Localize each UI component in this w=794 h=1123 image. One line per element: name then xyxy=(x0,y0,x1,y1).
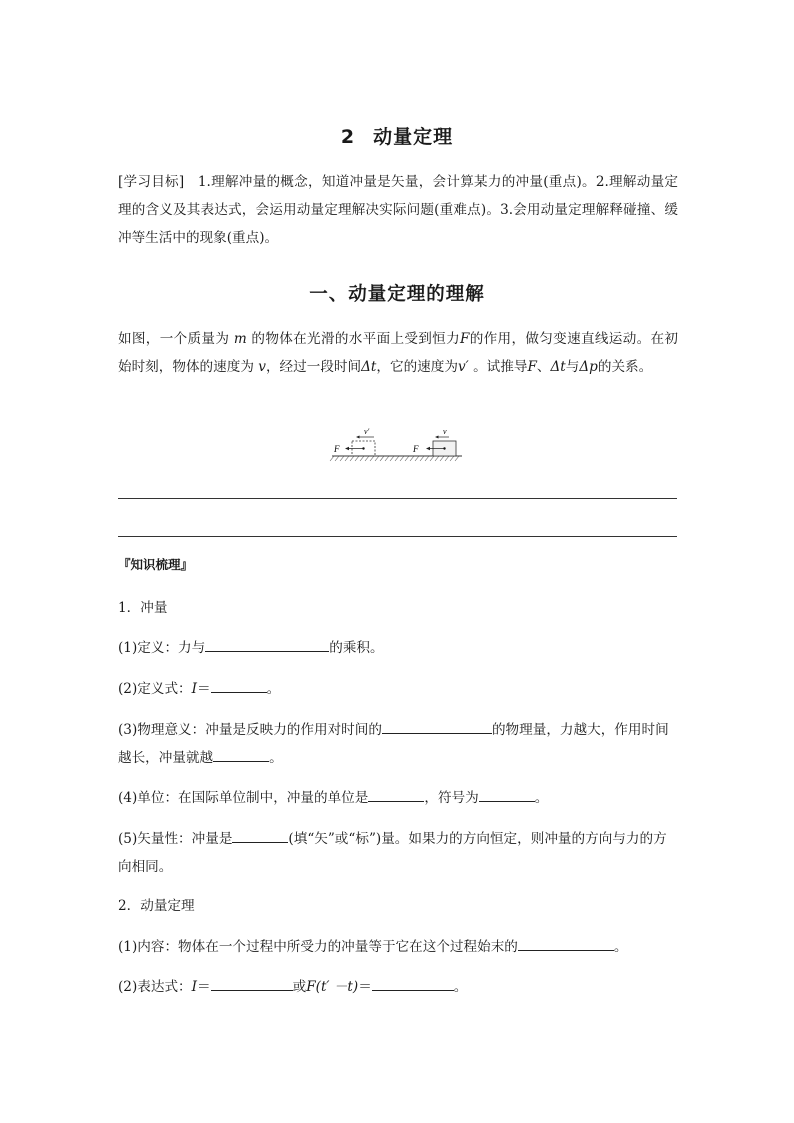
impulse-meaning xyxy=(118,716,678,772)
learning-goals xyxy=(118,168,678,252)
fill-blank[interactable] xyxy=(213,746,269,762)
page-title xyxy=(0,122,794,149)
item-text: (5)矢量性：冲量是 xyxy=(118,831,233,847)
fill-blank[interactable] xyxy=(518,935,614,951)
force-arrowhead xyxy=(345,447,349,450)
goals-text: 1.理解冲量的概念，知道冲量是矢量，会计算某力的冲量(重点)。2.理解动量定理的含义及其表达式，会运用动量定理解决实际问题(重难点)。3.会用动量定理解释碰撞、缓冲等生活中的现象(重点)。 xyxy=(118,174,678,246)
item-text: 的乘积。 xyxy=(329,640,384,656)
intro-text: 的物体在光滑的水平面上受到恒力 xyxy=(251,331,460,347)
title-text: 动量定理 xyxy=(373,126,454,148)
item-text: 。 xyxy=(269,750,283,766)
force-arrowhead xyxy=(426,447,430,450)
var-I: I xyxy=(191,979,198,995)
force-label-right: F xyxy=(413,444,419,454)
var-F: F xyxy=(460,331,470,347)
var-dt: Δt xyxy=(550,359,566,375)
velocity-label-right: v xyxy=(443,427,447,436)
fill-blank[interactable] xyxy=(232,827,288,843)
force-label-left: F xyxy=(334,444,340,454)
item-text: 或 xyxy=(292,979,307,995)
momentum-theorem-title: 2．动量定理 xyxy=(118,898,195,914)
equals-sign: ＝ xyxy=(197,979,211,995)
var-dp: Δp xyxy=(579,359,598,375)
fill-blank[interactable] xyxy=(372,975,454,991)
impulse-vector xyxy=(118,825,678,881)
intro-text: 的关系。 xyxy=(597,359,653,375)
fill-blank[interactable] xyxy=(368,786,424,802)
velocity-label-left: v′ xyxy=(364,427,370,436)
fill-blank[interactable] xyxy=(479,786,535,802)
fill-blank[interactable] xyxy=(205,636,329,652)
item-text: (1)内容：物体在一个过程中所受力的冲量等于它在这个过程始末的 xyxy=(118,939,518,955)
impulse-unit xyxy=(118,784,678,812)
item-text: 。 xyxy=(613,939,628,955)
theorem-content xyxy=(118,933,678,961)
var-F: F xyxy=(306,979,316,995)
var-F: F xyxy=(527,359,537,375)
velocity-arrowhead xyxy=(435,436,439,439)
goals-label: [学习目标] xyxy=(118,174,185,190)
velocity-arrowhead xyxy=(356,436,360,439)
item-text: 。 xyxy=(534,790,549,806)
intro-text: 与 xyxy=(565,359,580,375)
var-m: m xyxy=(233,331,247,347)
var-vprime: v′ xyxy=(457,359,469,375)
fill-blank[interactable] xyxy=(211,975,293,991)
time-interval: (t′ －t) xyxy=(315,979,359,995)
theorem-expression xyxy=(118,973,678,1001)
item-text: (2)定义式： xyxy=(118,681,192,697)
force-diagram xyxy=(328,422,468,464)
equals-sign: ＝ xyxy=(197,681,211,697)
knowledge-heading: 『知识梳理』 xyxy=(118,557,194,572)
intro-text: 、 xyxy=(536,359,551,375)
fill-blank[interactable] xyxy=(211,677,267,693)
item-text: (1)定义：力与 xyxy=(118,640,206,656)
equals-sign: ＝ xyxy=(358,979,372,995)
section-heading: 一、动量定理的理解 xyxy=(309,284,485,305)
item-text: 。 xyxy=(453,979,468,995)
item-text: ，符号为 xyxy=(424,790,479,806)
item-text: (2)表达式： xyxy=(118,979,192,995)
answer-line[interactable] xyxy=(118,498,677,499)
var-I: I xyxy=(191,681,198,697)
intro-paragraph xyxy=(118,325,678,381)
intro-text: 。试推导 xyxy=(473,359,528,375)
impulse-definition xyxy=(118,634,678,662)
item-text: (4)单位：在国际单位制中，冲量的单位是 xyxy=(118,790,369,806)
intro-text: 的作用，做匀变速直线运动。在初始时刻，物体的速度为 xyxy=(118,331,679,375)
item-text: 。 xyxy=(266,681,281,697)
answer-line[interactable] xyxy=(118,536,677,537)
item-text: (填“矢”或“标”)量。如果力的方向恒定，则冲量的方向与力的方向相同。 xyxy=(118,831,667,875)
intro-text: ，经过一段时间 xyxy=(265,359,362,375)
item-text: (3)物理意义：冲量是反映力的作用对时间的 xyxy=(118,722,382,738)
ground-hatching xyxy=(330,456,459,461)
intro-text: 如图，一个质量为 xyxy=(118,331,230,347)
title-number: 2 xyxy=(340,126,356,148)
impulse-title: 1．冲量 xyxy=(118,600,168,616)
intro-text: ，它的速度为 xyxy=(376,359,458,375)
var-dt: Δt xyxy=(361,359,377,375)
var-v: v xyxy=(258,359,266,375)
item-text: 的物理量，力越大，作用时间越长，冲量就越 xyxy=(118,722,669,766)
impulse-formula xyxy=(118,675,678,703)
fill-blank[interactable] xyxy=(382,718,492,734)
